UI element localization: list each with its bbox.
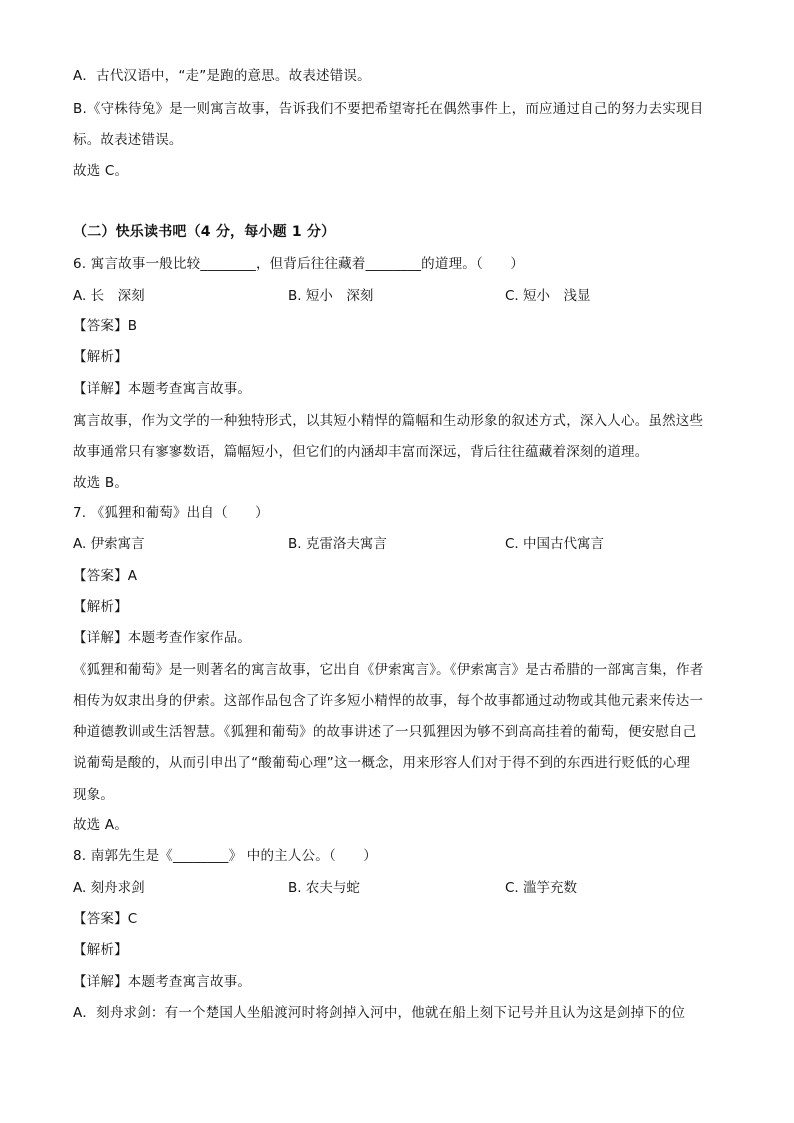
q6-answer: 【答案】B [73, 318, 138, 334]
q8-option-b: B. 农夫与蛇 [288, 880, 360, 896]
text-line: A．古代汉语中，“走”是跑的意思。故表述错误。 [73, 68, 371, 84]
q7-option-c: C. 中国古代寓言 [505, 536, 605, 552]
q6-detail: 【详解】本题考查寓言故事。 [73, 381, 252, 397]
q8-option-a: A. 刻舟求剑 [73, 880, 145, 896]
q6-option-b: B. 短小 深刻 [288, 288, 374, 304]
q7-detail: 【详解】本题考查作家作品。 [73, 630, 252, 646]
q7-option-a: A. 伊索寓言 [73, 536, 145, 552]
q7-paragraph: 现象。 [73, 787, 115, 803]
q7-paragraph: 说葡萄是酸的，从而引申出了“酸葡萄心理”这一概念，用来形容人们对于得不到的东西进行贬低的心理 [73, 755, 691, 771]
q7-option-b: B. 克雷洛夫寓言 [288, 536, 387, 552]
question-6: 6. 寓言故事一般比较________，但背后往往藏着________的道理。（ ） [73, 256, 525, 272]
q6-option-c: C. 短小 浅显 [505, 288, 591, 304]
text-line: 故选 C。 [73, 163, 129, 179]
q7-selection: 故选 A。 [73, 817, 129, 833]
q8-option-c: C. 滥竽充数 [505, 880, 578, 896]
q8-analysis-label: 【解析】 [73, 942, 128, 958]
question-7: 7. 《狐狸和葡萄》出自（ ） [73, 505, 269, 521]
q6-paragraph: 寓言故事，作为文学的一种独特形式，以其短小精悍的篇幅和生动形象的叙述方式，深入人心。虽然这些 [73, 413, 704, 429]
text-line: B.《守株待兔》是一则寓言故事，告诉我们不要把希望寄托在偶然事件上，而应通过自己的努力去实现目 [73, 101, 704, 117]
text-line: 标。故表述错误。 [73, 132, 183, 148]
q8-paragraph: A．刻舟求剑：有一个楚国人坐船渡河时将剑掉入河中，他就在船上刻下记号并且认为这是剑掉下的位 [73, 1005, 686, 1021]
q7-paragraph: 相传为奴隶出身的伊索。这部作品包含了许多短小精悍的故事，每个故事都通过动物或其他元素来传达一 [73, 693, 704, 709]
question-8: 8. 南郭先生是《________》 中的主人公。（ ） [73, 848, 378, 864]
q8-answer: 【答案】C [73, 911, 138, 927]
q7-paragraph: 《狐狸和葡萄》是一则著名的寓言故事，它出自《伊索寓言》。《伊索寓言》是古希腊的一部寓言集，作者 [73, 662, 704, 678]
q7-paragraph: 种道德教训或生活智慧。《狐狸和葡萄》的故事讲述了一只狐狸因为够不到高高挂着的葡萄，便安慰自己 [73, 724, 697, 740]
q8-detail: 【详解】本题考查寓言故事。 [73, 974, 252, 990]
q6-selection: 故选 B。 [73, 475, 129, 491]
q6-analysis-label: 【解析】 [73, 349, 128, 365]
q6-option-a: A. 长 深刻 [73, 288, 145, 304]
q7-analysis-label: 【解析】 [73, 599, 128, 615]
q7-answer: 【答案】A [73, 568, 138, 584]
section-heading: （二）快乐读书吧（4 分，每小题 1 分） [73, 224, 336, 240]
q6-paragraph: 故事通常只有寥寥数语，篇幅短小，但它们的内涵却丰富而深远，背后往往蕴藏着深刻的道理。 [73, 444, 649, 460]
